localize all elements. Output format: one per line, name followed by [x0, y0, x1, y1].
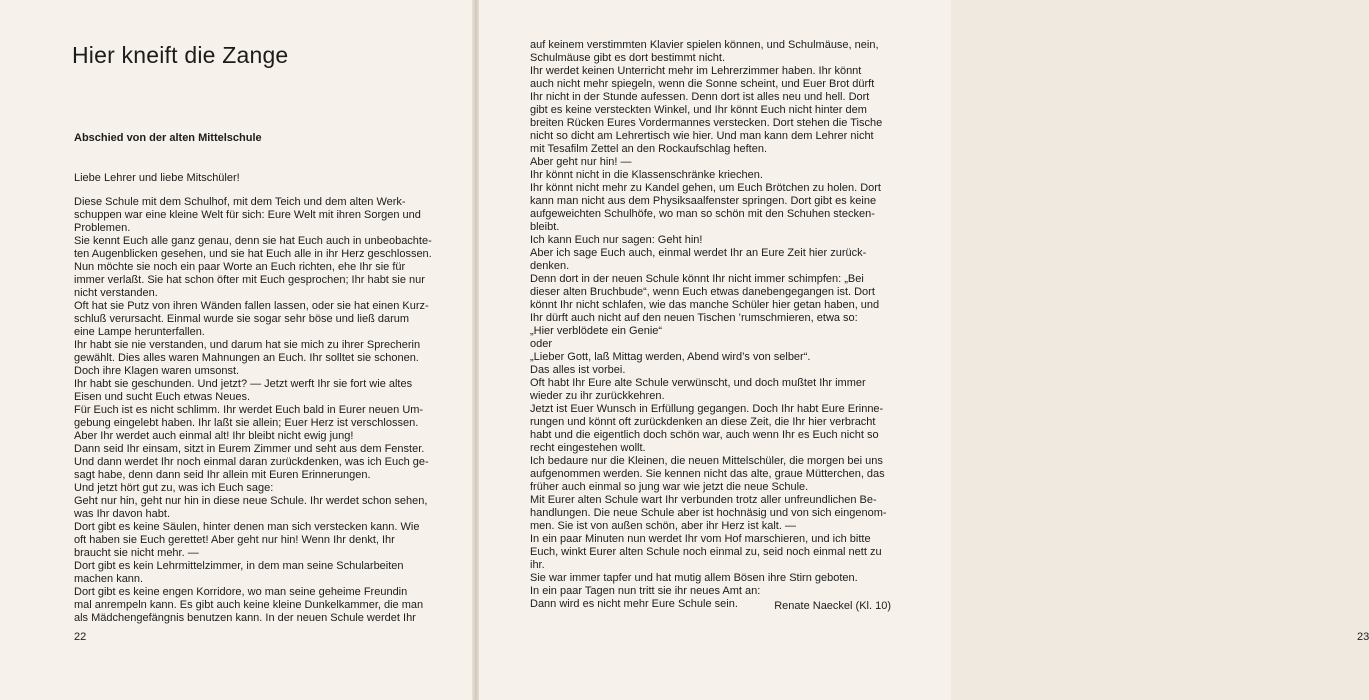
- text-line: was Ihr davon habt.: [74, 508, 171, 520]
- text-line: Nun möchte sie noch ein paar Worte an Euch richten, ehe Ihr sie für: [74, 261, 406, 273]
- text-line: Dann wird es nicht mehr Eure Schule sein.: [530, 598, 738, 610]
- text-line: immer verlaßt. Sie hat schon öfter mit Euch gesprochen; Ihr habt sie nur: [74, 274, 425, 286]
- text-line: Aber geht nur hin! —: [530, 156, 632, 168]
- text-line: mit Tesafilm Zettel an den Rockaufschlag heften.: [530, 143, 768, 155]
- text-line: Ich bedaure nur die Kleinen, die neuen Mittelschüler, die morgen bei uns: [530, 455, 883, 467]
- text-line: ihr.: [530, 559, 545, 571]
- text-line: Geht nur hin, geht nur hin in diese neue Schule. Ihr werdet schon sehen,: [74, 495, 428, 507]
- text-line: „Lieber Gott, laß Mittag werden, Abend wird’s von selber“.: [530, 351, 811, 363]
- text-line: auch nicht mehr spiegeln, wenn die Sonne scheint, und Euer Brot dürft: [530, 78, 875, 90]
- text-line: Ich kann Euch nur sagen: Geht hin!: [530, 234, 703, 246]
- text-line: Oft habt Ihr Eure alte Schule verwünscht, und doch mußtet Ihr immer: [530, 377, 866, 389]
- article-subtitle: Abschied von der alten Mittelschule: [74, 132, 262, 144]
- text-line: handlungen. Die neue Schule aber ist hochnäsig und von sich eingenom-: [530, 507, 887, 519]
- text-line: oder: [530, 338, 553, 350]
- text-line: sagt habe, denn dann seid Ihr allein mit Euren Erinnerungen.: [74, 469, 371, 481]
- text-line: „Hier verblödete ein Genie“: [530, 325, 663, 337]
- text-line: Diese Schule mit dem Schulhof, mit dem Teich und dem alten Werk-: [74, 196, 406, 208]
- text-line: könnt Ihr nicht schlafen, wie das manche Schüler hier getan haben, und: [530, 299, 880, 311]
- text-line: Schulmäuse gibt es dort bestimmt nicht.: [530, 52, 726, 64]
- text-line: aufgenommen werden. Sie kennen nicht das alte, graue Mütterchen, das: [530, 468, 885, 480]
- text-line: dieser alten Bruchbude“, wenn Euch etwas danebengegangen ist. Dort: [530, 286, 875, 298]
- text-line: Ihr könnt nicht mehr zu Kandel gehen, um Euch Brötchen zu holen. Dort: [530, 182, 881, 194]
- right-body-text: [530, 39, 892, 611]
- text-line: Aber ich sage Euch auch, einmal werdet Ihr an Eure Zeit hier zurück-: [530, 247, 867, 259]
- author-signature: Renate Naeckel (Kl. 10): [774, 600, 891, 612]
- text-line: Jetzt ist Euer Wunsch in Erfüllung gegangen. Doch Ihr habt Eure Erinne-: [530, 403, 884, 415]
- text-line: eine Lampe herunterfallen.: [74, 326, 205, 338]
- text-line: Das alles ist vorbei.: [530, 364, 626, 376]
- text-line: Oft hat sie Putz von ihren Wänden fallen lassen, oder sie hat einen Kurz-: [74, 300, 429, 312]
- text-line: braucht sie nicht mehr. —: [74, 547, 199, 559]
- text-line: Dort gibt es keine Säulen, hinter denen man sich verstecken kann. Wie: [74, 521, 420, 533]
- text-line: Eisen und sucht Euch etwas Neues.: [74, 391, 251, 403]
- left-page: [0, 0, 474, 700]
- text-line: als Mädchengefängnis benutzen kann. In der neuen Schule werdet Ihr: [74, 612, 416, 624]
- text-line: Ihr habt sie nie verstanden, und darum hat sie mich zu ihrer Sprecherin: [74, 339, 421, 351]
- text-line: In ein paar Tagen nun tritt sie ihr neues Amt an:: [530, 585, 761, 597]
- text-line: Für Euch ist es nicht schlimm. Ihr werdet Euch bald in Eurer neuen Um-: [74, 404, 424, 416]
- text-line: nicht verstanden.: [74, 287, 158, 299]
- text-line: Euch, winkt Eurer alten Schule noch einmal zu, seid noch einmal nett zu: [530, 546, 882, 558]
- text-line: Ihr dürft auch nicht auf den neuen Tischen ’rumschmieren, etwa so:: [530, 312, 858, 324]
- article-title: Hier kneift die Zange: [72, 42, 289, 68]
- text-line: Mit Eurer alten Schule wart Ihr verbunden trotz aller unfreundlichen Be-: [530, 494, 877, 506]
- text-line: Ihr nicht in der Stunde aufessen. Denn dort ist alles neu und hell. Dort: [530, 91, 870, 103]
- text-line: habt und die eigentlich doch schön war, auch wenn Ihr es Euch nicht so: [530, 429, 879, 441]
- text-line: Problemen.: [74, 222, 131, 234]
- text-line: schuppen war eine kleine Welt für sich: Eure Welt mit ihren Sorgen und: [74, 209, 421, 221]
- text-line: nicht so dicht am Lehrertisch wie hier. Und man kann dem Lehrer nicht: [530, 130, 874, 142]
- text-line: Und jetzt hört gut zu, was ich Euch sage:: [74, 482, 274, 494]
- page-number-right: 23: [1357, 631, 1369, 643]
- text-line: gewählt. Dies alles waren Mahnungen an Euch. Ihr solltet sie schonen.: [74, 352, 419, 364]
- text-line: Doch ihre Klagen waren umsonst.: [74, 365, 240, 377]
- text-line: rungen und könnt oft zurückdenken an diese Zeit, die Ihr hier verbracht: [530, 416, 876, 428]
- text-line: auf keinem verstimmten Klavier spielen können, und Schulmäuse, nein,: [530, 39, 879, 51]
- text-line: oft haben sie Euch gerettet! Aber geht nur hin! Wenn Ihr denkt, Ihr: [74, 534, 395, 546]
- text-line: denken.: [530, 260, 570, 272]
- left-body-text: [74, 196, 436, 625]
- text-line: schluß verursacht. Einmal wurde sie sogar sehr böse und ließ darum: [74, 313, 410, 325]
- text-line: Sie kennt Euch alle ganz genau, denn sie hat Euch auch in unbeobachte-: [74, 235, 432, 247]
- text-line: Aber Ihr werdet auch einmal alt! Ihr bleibt nicht ewig jung!: [74, 430, 354, 442]
- text-line: Ihr könnt nicht in die Klassenschränke kriechen.: [530, 169, 763, 181]
- text-line: bleibt.: [530, 221, 560, 233]
- text-line: In ein paar Minuten nun werdet Ihr vom Hof marschieren, und ich bitte: [530, 533, 871, 545]
- text-line: gebung eingelebt haben. Ihr laßt sie allein; Euer Herz ist verschlossen.: [74, 417, 419, 429]
- text-line: Dann seid Ihr einsam, sitzt in Eurem Zimmer und seht aus dem Fenster.: [74, 443, 425, 455]
- text-line: Sie war immer tapfer und hat mutig allem Bösen ihre Stirn geboten.: [530, 572, 858, 584]
- text-line: gibt es keine versteckten Winkel, und Ihr könnt Euch nicht hinter dem: [530, 104, 867, 116]
- text-line: aufgeweichten Schulhöfe, wo man so schön mit den Schuhen stecken-: [530, 208, 875, 220]
- text-line: mal anrempeln kann. Es gibt auch keine kleine Dunkelkammer, die man: [74, 599, 424, 611]
- text-line: Denn dort in der neuen Schule könnt Ihr nicht immer schimpfen: „Bei: [530, 273, 864, 285]
- text-line: breiten Rücken Eures Vordermannes verstecken. Dort stehen die Tische: [530, 117, 883, 129]
- text-line: Dort gibt es kein Lehrmittelzimmer, in dem man seine Schularbeiten: [74, 560, 404, 572]
- text-line: Und dann werdet Ihr noch einmal daran zurückdenken, was ich Euch ge-: [74, 456, 429, 468]
- greeting: Liebe Lehrer und liebe Mitschüler!: [74, 172, 240, 184]
- text-line: Dort gibt es keine engen Korridore, wo man seine geheime Freundin: [74, 586, 408, 598]
- text-line: machen kann.: [74, 573, 144, 585]
- text-line: recht eingestehen wollt.: [530, 442, 646, 454]
- text-line: Ihr habt sie geschunden. Und jetzt? — Jetzt werft Ihr sie fort wie altes: [74, 378, 413, 390]
- page-number-left: 22: [74, 631, 87, 643]
- text-line: ten Augenblicken gesehen, und sie hat Euch alle in ihr Herz geschlossen.: [74, 248, 432, 260]
- text-line: kann man nicht aus dem Physiksaalfenster springen. Dort gibt es keine: [530, 195, 877, 207]
- text-line: früher auch einmal so jung war wie jetzt die neue Schule.: [530, 481, 809, 493]
- text-line: Ihr werdet keinen Unterricht mehr im Lehrerzimmer haben. Ihr könnt: [530, 65, 862, 77]
- text-line: wieder zu ihr zurückkehren.: [530, 390, 665, 402]
- text-line: men. Sie ist von außen schön, aber ihr Herz ist kalt. —: [530, 520, 796, 532]
